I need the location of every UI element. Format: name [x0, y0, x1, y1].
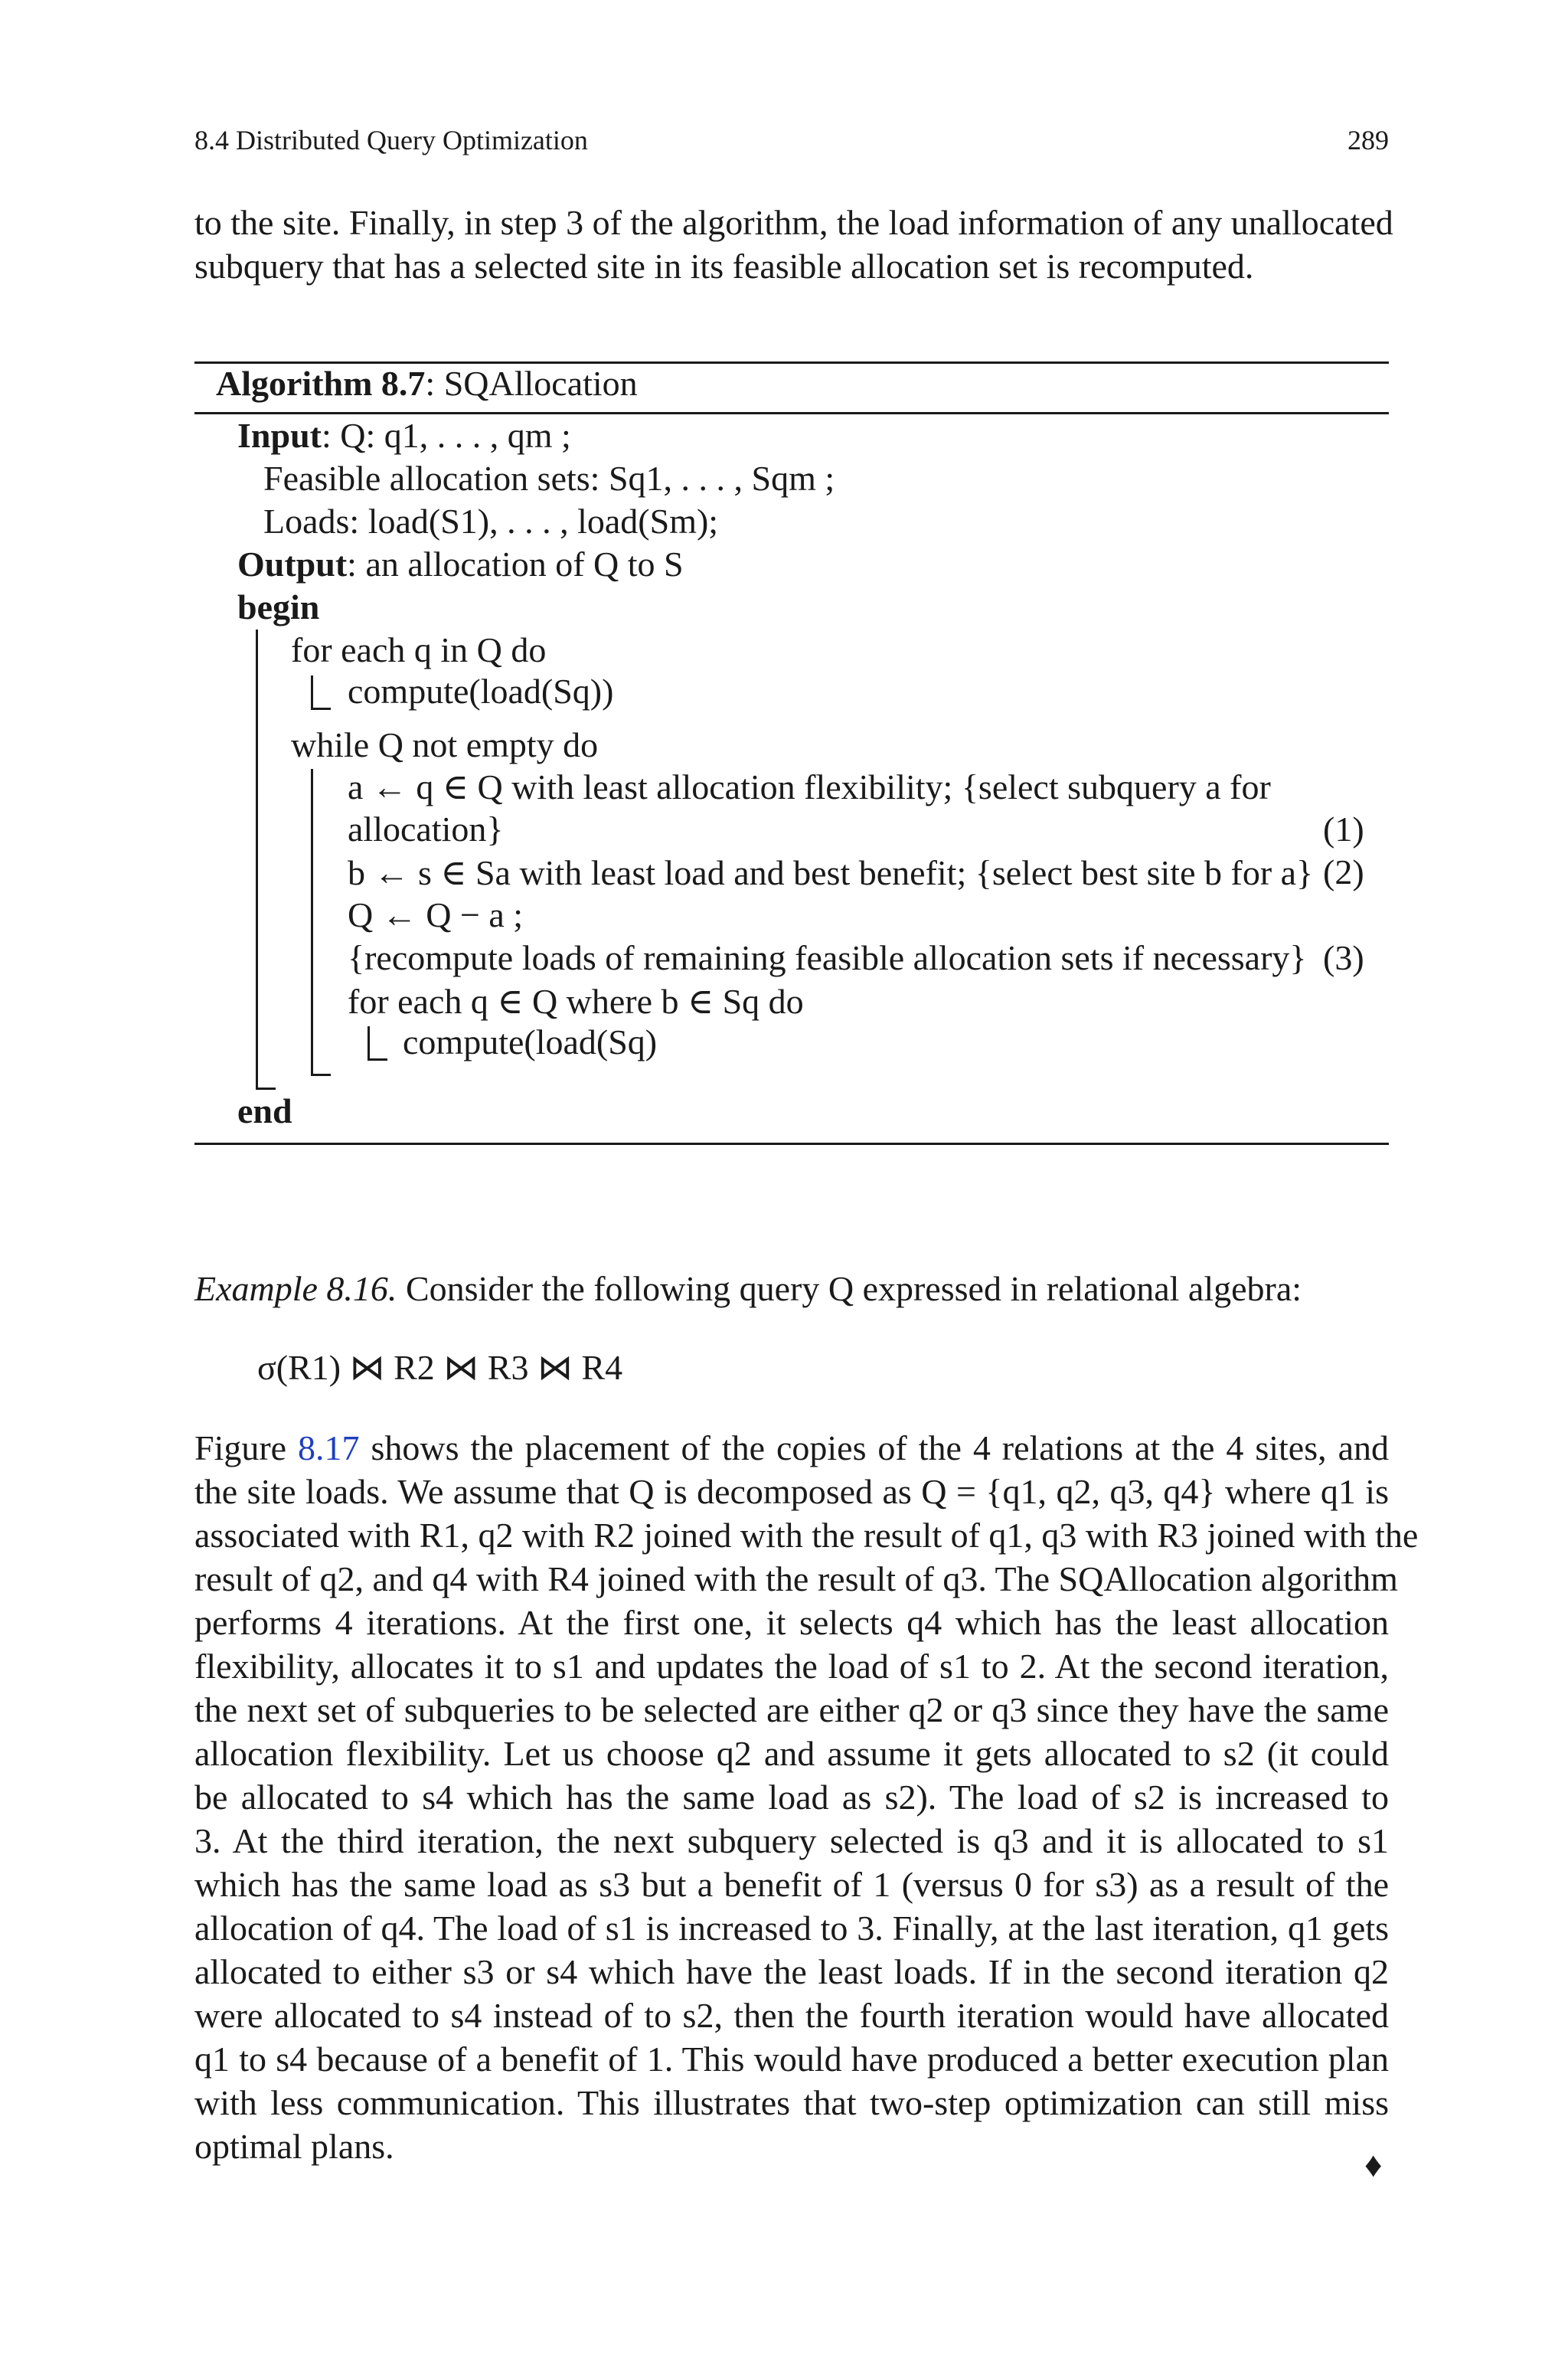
algo-step-2: b ← s ∈ Sa with least load and best benefit; {select best site b for a}: [348, 853, 1314, 892]
intro-paragraph: [194, 201, 1393, 288]
text-line: performs 4 iterations. At the first one, it selects q4 which has the least allocation: [194, 1603, 1389, 1642]
algo-step-3: {recompute loads of remaining feasible allocation sets if necessary}: [348, 938, 1307, 977]
algo-end: [237, 1091, 292, 1131]
figure-link[interactable]: 8.17: [298, 1428, 360, 1467]
input-text: : Q: q1, . . . , qm ;: [321, 416, 571, 455]
text-line: with less communication. This illustrates that two-step optimization can still miss: [194, 2083, 1389, 2122]
text-line: result of q2, and q4 with R4 joined with the result of q3. The SQAllocation algorithm: [194, 1559, 1398, 1598]
text-line: allocated to either s3 or s4 which have the least loads. If in the second iteration q2: [194, 1952, 1389, 1991]
text-line-0: [194, 1426, 1389, 1470]
output-keyword: Output: [237, 545, 348, 584]
begin-block-bar: [256, 630, 258, 1089]
algo-compute-2: compute(load(Sq): [403, 1022, 658, 1061]
text-line: subquery that has a selected site in its feasible allocation set is recomputed.: [194, 247, 1254, 286]
begin-keyword: begin: [237, 587, 320, 626]
text-line: q1 to s4 because of a benefit of 1. This would have produced a better execution plan: [194, 2039, 1389, 2079]
text-line: the next set of subqueries to be selected are either q2 or q3 since they have the same: [194, 1690, 1389, 1729]
algorithm-name: : SQAllocation: [425, 364, 638, 403]
step-number-2: (2): [1323, 852, 1364, 891]
algorithm-title-rule: [194, 412, 1389, 414]
line-text: shows the placement of the copies of the 4 relations at the 4 sites, and: [359, 1428, 1389, 1467]
figure-word: Figure: [194, 1428, 299, 1467]
while-block-bar: [311, 769, 313, 1075]
text-line: the site loads. We assume that Q is decomposed as Q = {q1, q2, q3, q4} where q1 is: [194, 1472, 1389, 1511]
algo-output: [237, 544, 684, 584]
text-line: associated with R1, q2 with R2 joined with the result of q1, q3 with R3 joined with the: [194, 1516, 1419, 1555]
algorithm-number: Algorithm 8.7: [216, 364, 426, 403]
for-loop-bar: [311, 675, 313, 709]
while-block-tick: [311, 1074, 331, 1076]
section-title: 8.4 Distributed Query Optimization: [194, 125, 588, 155]
text-line: 3. At the third iteration, the next subquery selected is q3 and it is allocated to s1: [194, 1821, 1389, 1860]
page-number: 289: [1348, 125, 1389, 155]
inner-loop-bar: [368, 1026, 370, 1060]
for-loop-tick: [311, 708, 331, 710]
algo-input: [237, 415, 571, 456]
example-formula: σ(R1) ⋈ R2 ⋈ R3 ⋈ R4: [257, 1348, 623, 1387]
algo-step-1a: a ← q ∈ Q with least allocation flexibility; {select subquery a for: [348, 767, 1271, 806]
text-line: to the site. Finally, in step 3 of the algorithm, the load information of any unallocated: [194, 203, 1393, 242]
text-line: optimal plans.: [194, 2127, 394, 2166]
algo-loads: Loads: load(S1), . . . , load(Sm);: [263, 502, 719, 541]
example-heading: [194, 1268, 1302, 1309]
input-keyword: Input: [237, 416, 322, 455]
example-label: Example 8.16.: [194, 1269, 397, 1308]
algo-for-each-q-2: for each q ∈ Q where b ∈ Sq do: [348, 982, 804, 1021]
text-line: be allocated to s4 which has the same load as s2). The load of s2 is increased to: [194, 1778, 1389, 1817]
algo-step-1b: allocation}: [348, 810, 504, 849]
algo-begin: [237, 587, 319, 627]
algo-while: while Q not empty do: [291, 725, 599, 764]
algo-compute-1: compute(load(Sq)): [348, 672, 614, 711]
example-intro: Consider the following query Q expressed in relational algebra:: [397, 1269, 1302, 1308]
text-line: which has the same load as s3 but a benefit of 1 (versus 0 for s3) as a result of the: [194, 1865, 1389, 1904]
text-line: allocation flexibility. Let us choose q2 and assume it gets allocated to s2 (it could: [194, 1734, 1389, 1773]
algo-for-each-q: for each q in Q do: [291, 630, 547, 669]
algorithm-bottom-rule: [194, 1143, 1389, 1145]
text-line: allocation of q4. The load of s1 is increased to 3. Finally, at the last iteration, q1 gets: [194, 1909, 1389, 1948]
step-number-1: (1): [1323, 810, 1364, 849]
algorithm-title: [216, 363, 638, 404]
begin-block-tick: [256, 1088, 276, 1090]
output-text: : an allocation of Q to S: [347, 545, 684, 584]
end-of-example-mark: ♦: [1364, 2145, 1383, 2184]
text-line: flexibility, allocates it to s1 and updates the load of s1 to 2. At the second iteration,: [194, 1647, 1389, 1686]
step-number-3: (3): [1323, 938, 1364, 977]
text-line: were allocated to s4 instead of to s2, then the fourth iteration would have allocated: [194, 1996, 1389, 2035]
body-paragraph: [194, 1426, 1419, 2168]
algo-assign: Q ← Q − a ;: [348, 895, 524, 934]
inner-loop-tick: [368, 1058, 387, 1061]
algo-feasible-sets: Feasible allocation sets: Sq1, . . . , Sqm ;: [263, 459, 835, 498]
running-header: [194, 124, 1389, 162]
end-keyword: end: [237, 1091, 292, 1130]
